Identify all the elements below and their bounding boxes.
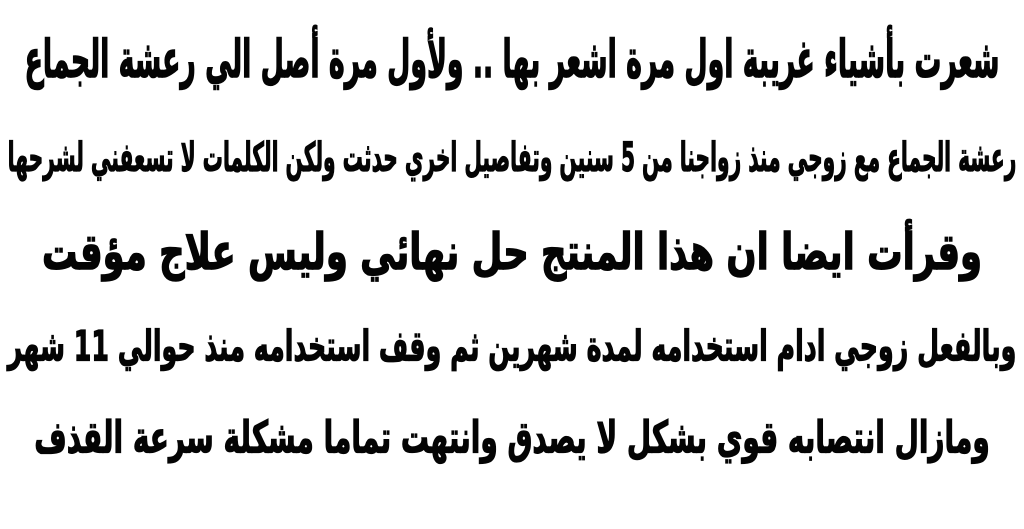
testimonial-line-1-text: شعرت بأشياء غريبة اول مرة اشعر بها .. ولأول مرة أصل الي رعشة الجماع (24, 30, 1000, 90)
testimonial-line-4-text: وبالفعل زوجي ادام استخدامه لمدة شهرين ثم وقف استخدامه منذ حوالي 11 شهر (7, 321, 1017, 371)
testimonial-line-3 (0, 204, 1024, 300)
testimonial-line-5-text: ومازال انتصابه قوي بشكل لا يصدق وانتهت تماما مشكلة سرعة القذف (34, 412, 990, 464)
testimonial-line-1 (0, 8, 1024, 112)
testimonial-line-2-text: رعشة الجماع مع زوجي منذ زواجنا من 5 سنين وتفاصيل اخري حدثت ولكن الكلمات لا تسعفني لشرحها (7, 135, 1017, 181)
testimonial-line-5 (0, 392, 1024, 484)
testimonial-line-4 (0, 300, 1024, 392)
testimonial-line-3-text: وقرأت ايضا ان هذا المنتج حل نهائي وليس علاج مؤقت (41, 223, 983, 281)
testimonial-line-2 (0, 112, 1024, 204)
